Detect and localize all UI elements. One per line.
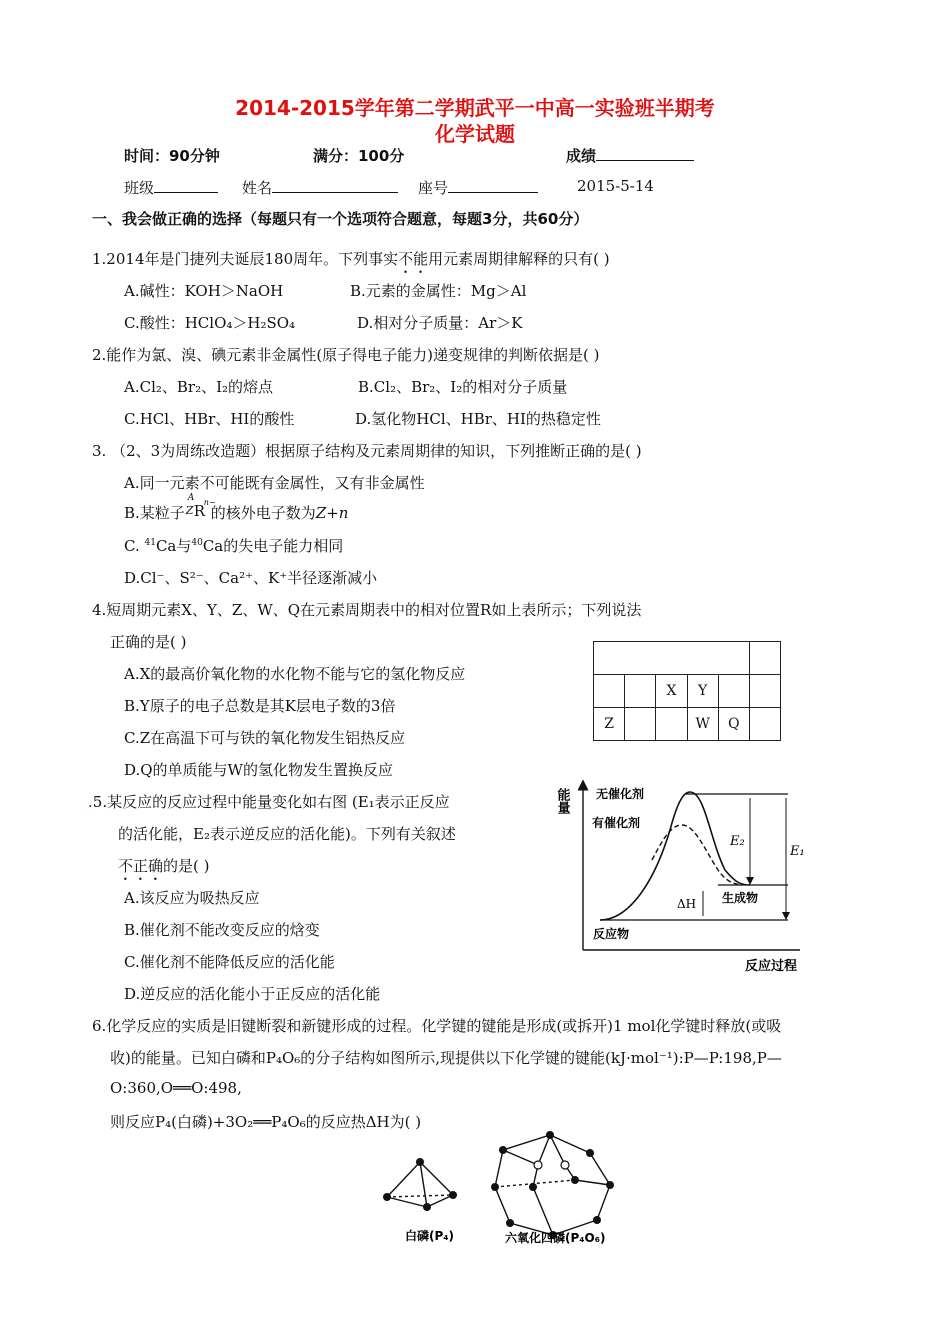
p4o6-atoms [491, 1131, 614, 1239]
q6-line-2: 收)的能量。已知白磷和P₄O₆的分子结构如图所示,现提供以下化学键的键能(kJ·mol⁻¹):P—P:198,P— [110, 1049, 782, 1067]
q5-emphasis: 不正确 [118, 857, 164, 875]
q1-option-d[interactable]: D.相对分子质量：Ar＞K [357, 314, 523, 332]
class-label: 班级 [124, 179, 155, 197]
q4-stem-2: 正确的是( ) [110, 633, 187, 651]
energy-diagram [554, 770, 810, 980]
molecule-figure [375, 1125, 635, 1255]
class-field[interactable] [124, 177, 218, 198]
table-cell [750, 708, 781, 741]
q1-option-b[interactable]: B.元素的金属性：Mg＞Al [350, 282, 527, 300]
q2-option-d[interactable]: D.氢化物HCl、HBr、HI的热稳定性 [355, 410, 601, 428]
label-delta-h: ΔH [677, 897, 697, 911]
q6-line-4: 则反应P₄(白磷)+3O₂══P₄O₆的反应热ΔH为( ) [110, 1113, 422, 1131]
table-cell [594, 642, 750, 675]
name-label: 姓名 [242, 179, 273, 197]
cell-q: Q [718, 708, 749, 741]
label-reactant: 反应物 [593, 927, 630, 941]
q2-option-b[interactable]: B.Cl₂、Br₂、I₂的相对分子质量 [358, 378, 568, 396]
section-heading: 一、我会做正确的选择（每题只有一个选项符合题意，每题3分，共60分） [92, 210, 589, 228]
q5-option-d[interactable]: D.逆反应的活化能小于正反应的活化能 [124, 985, 381, 1003]
label-e2: E₂ [730, 834, 745, 849]
caption-p4o6: 六氧化四磷(P₄O₆) [505, 1231, 606, 1245]
score-field[interactable] [566, 145, 694, 166]
q2-option-c[interactable]: C.HCl、HBr、HI的酸性 [124, 410, 295, 428]
q1-option-a[interactable]: A.碱性：KOH＞NaOH [124, 282, 284, 300]
q2-option-a[interactable]: A.Cl₂、Br₂、I₂的熔点 [124, 378, 274, 396]
cell-x: X [656, 675, 687, 708]
y-label: 能量 [554, 788, 570, 814]
exam-title: 2014-2015学年第二学期武平一中高一实验班半期考 [235, 96, 715, 120]
q4-option-c[interactable]: C.Z在高温下可与铁的氧化物发生铝热反应 [124, 729, 406, 747]
cell-w: W [687, 708, 718, 741]
table-cell [625, 708, 656, 741]
cell-y: Y [687, 675, 718, 708]
exam-subtitle: 化学试题 [435, 122, 515, 146]
score-label: 成绩 [566, 147, 597, 165]
label-with-catalyst: 有催化剂 [592, 816, 641, 830]
q3-nuclide-symbol: A Z R n− [185, 493, 216, 520]
q2-stem: 2.能作为氯、溴、碘元素非金属性(原子得电子能力)递变规律的判断依据是( ) [92, 346, 600, 364]
q3-stem: 3. （2、3为周练改造题）根据原子结构及元素周期律的知识，下列推断正确的是( ) [92, 442, 642, 460]
q4-option-b[interactable]: B.Y原子的电子总数是其K层电子数的3倍 [124, 697, 396, 715]
table-cell [594, 675, 625, 708]
seat-label: 座号 [418, 179, 449, 197]
catalyzed-curve [652, 825, 742, 885]
caption-p4: 白磷(P₄) [405, 1229, 455, 1243]
p4-structure [387, 1162, 453, 1207]
periodic-table-fragment [593, 641, 781, 741]
q6-line-3: O:360,O══O:498, [110, 1079, 242, 1097]
p4-atoms [383, 1158, 457, 1211]
table-cell [718, 675, 749, 708]
seat-blank[interactable] [448, 178, 538, 193]
q1-emphasis: 不能 [398, 250, 429, 268]
q6-line-1: 6.化学反应的实质是旧键断裂和新键形成的过程。化学键的键能是形成(或拆开)1 mol化学键时释放(或吸 [92, 1017, 782, 1035]
exam-date: 2015-5-14 [577, 177, 654, 195]
q4-stem-1: 4.短周期元素X、Y、Z、W、Q在元素周期表中的相对位置R如上表所示；下列说法 [92, 601, 642, 619]
q1-option-c[interactable]: C.酸性：HClO₄＞H₂SO₄ [124, 314, 296, 332]
table-cell [750, 642, 781, 675]
q5-option-a[interactable]: A.该反应为吸热反应 [124, 889, 260, 907]
label-product: 生成物 [722, 891, 759, 905]
seat-field[interactable] [418, 177, 538, 198]
q3-option-b[interactable]: B.某粒子 A Z R n− 的核外电子数为Z+n [124, 493, 349, 522]
p4o6-oxygen-atom [534, 1161, 542, 1169]
table-cell [750, 675, 781, 708]
q5-mark: . [88, 793, 93, 811]
p4o6-oxygen-atom [561, 1161, 569, 1169]
q3-option-d[interactable]: D.Cl⁻、S²⁻、Ca²⁺、K⁺半径逐渐减小 [124, 569, 378, 587]
q5-stem-2: 的活化能，E₂表示逆反应的活化能)。下列有关叙述 [118, 825, 456, 843]
class-blank[interactable] [154, 178, 218, 193]
q5-option-c[interactable]: C.催化剂不能降低反应的活化能 [124, 953, 335, 971]
name-field[interactable] [242, 177, 398, 198]
cell-z: Z [594, 708, 625, 741]
label-no-catalyst: 无催化剂 [596, 787, 645, 801]
x-label: 反应过程 [745, 959, 798, 974]
label-e1: E₁ [790, 844, 805, 859]
q5-option-b[interactable]: B.催化剂不能改变反应的焓变 [124, 921, 320, 939]
score-blank[interactable] [596, 146, 694, 161]
time-info: 时间：90分钟 [124, 147, 220, 165]
table-cell [625, 675, 656, 708]
q3-option-a[interactable]: A.同一元素不可能既有金属性，又有非金属性 [124, 474, 425, 492]
table-cell [656, 708, 687, 741]
q5-stem-1: .5.某反应的反应过程中能量变化如右图 (E₁表示正反应 [88, 793, 450, 811]
q1-stem: 1.2014年是门捷列夫诞辰180周年。下列事实不能用元素周期律解释的只有( ) [92, 250, 610, 268]
q4-option-d[interactable]: D.Q的单质能与W的氢化物发生置换反应 [124, 761, 393, 779]
name-blank[interactable] [272, 178, 398, 193]
q4-option-a[interactable]: A.X的最高价氧化物的水化物不能与它的氢化物反应 [124, 665, 466, 683]
full-score-info: 满分：100分 [313, 147, 405, 165]
q5-stem-3: 不正确的是( ) [118, 857, 210, 875]
q3-option-c[interactable]: C. $^{41}$Ca与$^{40}$Ca的失电子能力相同 [124, 537, 344, 555]
